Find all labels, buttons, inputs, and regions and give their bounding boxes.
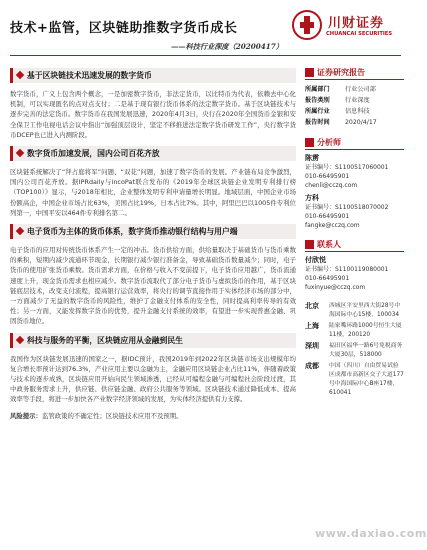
square-bullet-icon bbox=[305, 138, 314, 147]
analyst-card bbox=[305, 154, 404, 190]
analyst-email[interactable]: fangke@cczq.com bbox=[305, 222, 360, 229]
sidebar bbox=[305, 66, 404, 546]
section-body: 区块链系统解决了“拜占庭将军”问题、“双花”问题，加速了数字货币的发展。产业链布局竞争激烈，国内公司百花齐放。据IPRdaily与incoPat联合发布的《2019年全球区块链企业发明专利排行榜（TOP100）》显示，与2018年相比，企业整体发明专利申请量增长明显。地域层面，中国企业市场份额高企，中国企业市场占比63%，美国占比19%，日本占比7%。其中，阿里巴巴以1005件专利位列第一，中国平安以464件专利排名第二。 bbox=[10, 168, 296, 217]
contact-cert: 证书编号：S1100119080001 bbox=[305, 266, 389, 273]
sidebar-heading-analyst: 分析师 bbox=[305, 136, 404, 150]
report-subtitle: ——科技行业深度（20200417） bbox=[171, 42, 283, 51]
section-heading: 基于区块链技术迅速发展的数字货币 bbox=[10, 68, 296, 83]
analyst-name: 方科 bbox=[305, 194, 319, 202]
section-heading: 科技与服务的平衡，区块链应用从金融到民生 bbox=[10, 333, 296, 348]
section-heading: 电子货币为主体的货币体系，数字货币推动银行结构与用户端 bbox=[10, 224, 296, 239]
square-bullet-icon bbox=[305, 240, 314, 249]
contact-name: 付欣悦 bbox=[305, 256, 326, 264]
analyst-cert: 证书编号：S1100517060001 bbox=[305, 164, 389, 171]
section-body: 数字货币，广义上包含两个概念，一是加密数字货币，非法定货币，以比特币为代表，依赖去中心化机制，可以实现匿名的点对点支付；二是基于现有银行货币体系的法定数字货币。基于区块链技术与逐步完善的法定货币。数字货币在我国发展迅速，2020年4月3日，央行在2020年全国货币金银和安全保卫工作电视电话会议中指出“加强顶层设计，坚定不移推进法定数字货币研发工作”，央行数字货币DCEP也已进入内测阶段。 bbox=[10, 90, 296, 139]
contact-email[interactable]: fuxinyue@cczq.com bbox=[305, 284, 366, 291]
logo-seal-icon bbox=[292, 10, 322, 40]
logo-name: 川财证券 bbox=[328, 16, 385, 31]
diamond-icon bbox=[16, 71, 24, 79]
office-address: 北京 西城区平安里西大街28号中海国际中心15楼，100034 bbox=[305, 302, 401, 318]
analyst-cert: 证书编号：S1100518070002 bbox=[305, 204, 389, 211]
report-header bbox=[0, 0, 411, 62]
section-body: 我国作为区块链发展迅速的国家之一，据IDC预计，我国2019年到2022年区块链市场支出规模年均复合增长率预计达到76.3%，产业应用主要以金融为主，金融应用区块链企业占比11%，伴随着政策与技术的逐步成熟，区块链应用开始向民生领域渗透，已经从可编程金融与可编程社会阶段过渡，其中政务服务需求上升，供应链、供应链金融、政府公共服务等领域。区块链技术通过降低成本、提高效率等手段，将进一步加快各产业数字经济领域的发展，为实体经济提供有力支撑。 bbox=[10, 354, 296, 404]
report-title: 技术+监管，区块链助推数字货币成长 bbox=[10, 21, 238, 36]
square-bullet-icon bbox=[305, 68, 314, 77]
analyst-name: 陈雳 bbox=[305, 154, 319, 162]
analyst-card bbox=[305, 194, 404, 230]
risk-body: 监管政策的不确定性；区块链技术应用不及预期。 bbox=[41, 411, 183, 420]
office-address: 成都 中国（四川）自由贸易试验区成都市高新区交子大道177号中海国际中心B座17楼，610041 bbox=[305, 362, 404, 396]
sidebar-heading-contact: 联系人 bbox=[305, 238, 404, 252]
info-row: 报告类别 行业深度 bbox=[305, 97, 370, 104]
office-address: 深圳 福田区福华一路6号免税商务大厦30层，518000 bbox=[305, 342, 403, 358]
main-content bbox=[10, 66, 296, 546]
analyst-email[interactable]: chenli@cczq.com bbox=[305, 182, 358, 189]
diamond-icon bbox=[16, 149, 24, 157]
diamond-icon bbox=[16, 335, 24, 343]
logo-english-name: CHUANCAI SECURITIES bbox=[326, 31, 393, 37]
section-heading: 数字货币加速发展，国内公司百花齐放 bbox=[10, 146, 296, 161]
contact-card bbox=[305, 256, 404, 292]
company-logo bbox=[292, 10, 404, 46]
analyst-phone: 010-66495901 bbox=[305, 173, 350, 180]
sidebar-heading-report: 证券研究报告 bbox=[305, 66, 404, 80]
section-body: 电子货币的应用对传统货币体系产生一定的冲击。货币供给方面，供给量取决于基础货币与货币乘数的乘积，短期内减少流通环节现金，长期银行减少银行准备金，导致基础货币数量减少；同时，电子货币的使用扩张货币乘数。货币需求方面，在价格与收入不变前提下，电子货币应用越广，货币流通速度上升，现金货币需求也相应减少。数字货币流取代了部分电子货币与虚拟货币的作用，基于区块链底层技术，改变支付流程，提高银行运营效率，将央行的调节直接作用于实体经济市场的部分中，一方面减少了无益的数字货币的风险性，维护了金融支付体系的安全性，同时提高利率传导的有效性；另一方面，又能发挥数字货币的优势，提升金融支付系统的效率，有望进一步实现普惠金融、巩固货币地位。 bbox=[10, 246, 296, 326]
info-row: 所属部门 行业公司部 bbox=[305, 86, 376, 93]
diamond-icon bbox=[16, 227, 24, 235]
analyst-phone: 010-66495901 bbox=[305, 213, 350, 220]
header-divider bbox=[10, 55, 401, 56]
office-address: 上海 陆家嘴环路1000号恒生大厦11楼，200120 bbox=[305, 322, 402, 338]
info-row: 所属行业 信息科技 bbox=[305, 108, 370, 115]
info-row: 报告时间 2020/4/17 bbox=[305, 119, 377, 126]
risk-warning bbox=[10, 411, 296, 421]
watermark: www.daxiao.com bbox=[315, 527, 427, 540]
contact-phone: 010-66495901 bbox=[305, 275, 350, 282]
risk-label: 风险提示： bbox=[10, 411, 42, 420]
